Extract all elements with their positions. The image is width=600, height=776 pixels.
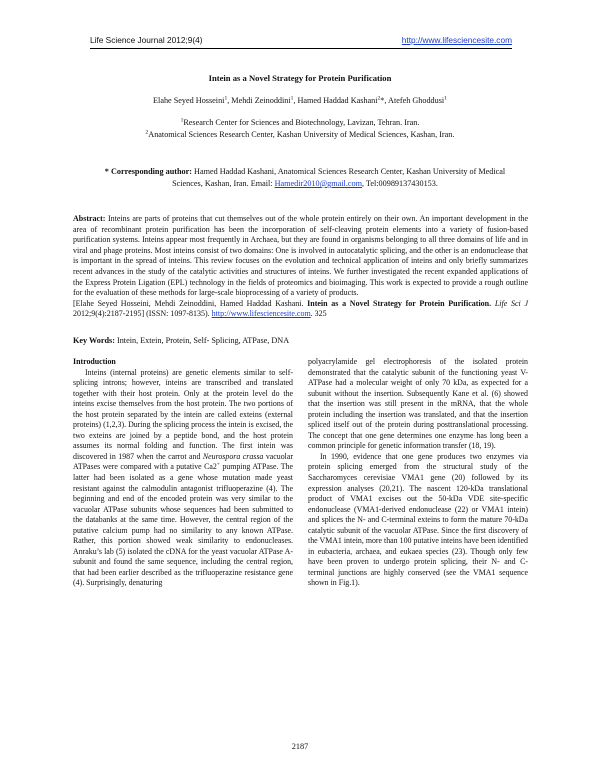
corresponding-author [100,166,510,190]
citation-details: 2012;9(4):2187-2195] (ISSN: 1097-8135). [73,309,212,319]
corresponding-text: Hamed Haddad Kashani, Anatomical Sciences Research Center, Kashan University of Medical Sciences, Kashan, Iran. Email: [172,167,506,188]
running-header [90,35,512,49]
citation-title: Intein as a Novel Strategy for Protein Purification. [307,298,492,308]
journal-url-link[interactable]: http://www.lifesciencesite.com [401,35,512,45]
author-affiliation-mark: 2 [377,95,381,102]
corresponding-tel: , Tel:00989137430153. [361,179,438,188]
author-affiliation-mark: 1 [444,95,447,102]
author-separator: , [293,96,298,105]
citation-end: . 325 [310,309,327,319]
intro-text: vacuolar ATPases were compared with a putative Ca2 [73,451,293,472]
author-name: Elahe Seyed Hosseini [153,96,225,105]
affiliation-number: 1 [180,117,184,124]
affiliation-2 [60,130,540,139]
author-list [60,96,540,105]
paper-title: Intein as a Novel Strategy for Protein Purification [208,73,392,83]
affiliation-text: Research Center for Sciences and Biotechnology, Lavizan, Tehran. Iran. [183,118,420,127]
author-name: Mehdi Zeinoddini [231,96,291,105]
author-separator: , [384,96,389,105]
affiliation-number: 2 [145,129,149,136]
intro-paragraph-2: polyacrylamide gel electrophoresis of the isolated protein demonstrated that the catalytic subunit of the functioning yeast V-ATPase had a molecular weight of only 70 kDa, as expected for a subunit without the insertion. Subsequently Kane et al. (6) showed that the insertion was still present in the mRNA, that the whole protein including the insertion was translated, and that the insertion spliced itself out of the protein during posttranslational processing. The concept that one gene determines one enzyme has long been a common principle for genetic information transfer (18, 19). [308,357,528,451]
intro-text: pumping ATPase. The latter had been isolated as a gene whose mutation made yeast resistant against the calmodulin antagonist trifluoperazine (4). The beginning and end of the encoded protein was very similar to the vacuolar ATPase subunits whose sequences had been submitted to the databanks at the same time. However, the central region of the putative calcium pump had no similarity to any known ATPase. Rather, this portion showed weak similarity to endonucleases. Anraku’s lab (5) isolated the cDNA for the yeast vacuolar ATPase A-subunit and found the same sequence, including the central region, that had been earlier described as the trifluoperazine resistance gene (4). Surprisingly, denaturing [73,462,293,588]
header-rule [90,48,512,49]
section-heading-introduction: Introduction [73,357,116,366]
journal-name: Life Science Journal 2012;9(4) [90,35,203,45]
author-name: Atefeh Ghoddusi [388,96,445,105]
intro-paragraph-1 [73,368,293,589]
keywords-text: Intein, Extein, Protein, Self- Splicing, ATPase, DNA [114,336,290,345]
intro-paragraph-3: In 1990, evidence that one gene produces two enzymes via protein splicing emerged from the structural study of the Saccharomyces cerevisiae VMA1 gene (20) followed by its expression analyses (20,21). The nascent 120-kDa translational product of VMA1 excises out the 50-kDa VDE site-specific endonuclease (VMA1-derived endonuclease (22) or VMA1 intein) and splices the N- and C-terminal exteins to form the mature 70-kDa catalytic subunit of the vacuolar ATPase. Since the first discovery of the VMA1 intein, more than 100 putative inteins have been identified in eubacteria, archaea, and eukaea species (23). Though only few have been proven to undergo protein splicing, their N- and C-terminal junctions are highly conserved (see the VMA1 sequence shown in Fig.1). [308,451,528,588]
superscript-charge: + [216,461,220,468]
right-column [308,357,528,589]
author-affiliation-mark: 1 [224,95,228,102]
citation-url-link[interactable]: http://www.lifesciencesite.com [211,309,311,319]
affiliation-text: Anatomical Sciences Research Center, Kashan University of Medical Sciences, Kashan, Iran. [148,130,455,139]
abstract-text: Inteins are parts of proteins that cut themselves out of the whole protein entirely on their own. An important development in the area of recombinant protein purification has been the incorporation of self-cleaving protein elements into a variety of fusion-based purification systems. Inteins appear most frequently in Archaea, but they are found in organisms belonging to all three domains of life and in viral and phage proteins. Most inteins consist of two domains: One is involved in autocatalytic splicing, and the other is an endonuclease that is important in the spread of inteins. This review focuses on the evolution and technical application of inteins and only briefly summarizes recent advances in the study of the catalytic activities and structures of inteins. We further investigated the recent expanded applications of the Express Protein Ligation (EPL) technology in the fields of proteomics and bioimaging. This work is expected to provide a rough outline for the evaluation of these methods for large-scale bioprocessing of a variety of products. [73,214,528,298]
intro-text: Inteins (internal proteins) are genetic elements similar to self-splicing introns; however, inteins are transcribed and translated together with their host protein. Only at the protein level do the inteins excise themselves from the host protein. The two portions of the host protein separated by the intein are called exteins (external proteins) (1,2,3). During the splicing process the intein is excised, the two exteins are joined by a peptide bond, and the host protein assumes its normal folding and function. The first intein was discovered in 1987 when the carrot and [73,367,293,461]
page-number: 2187 [291,742,309,751]
author-separator: , [227,96,232,105]
abstract-label: Abstract: [73,214,106,223]
abstract [73,214,528,320]
keywords [73,336,528,345]
author-affiliation-mark: 1 [290,95,294,102]
author-name: Hamed Haddad Kashani [297,96,378,105]
species-name: Neurospora crassa [202,451,264,461]
citation-prefix: [Elahe Seyed Hosseini, Mehdi Zeinoddini, Hamed Haddad Kashani. [73,298,308,308]
affiliation-1 [60,118,540,127]
corresponding-mark: * [380,96,385,105]
corresponding-label: * Corresponding author: [104,167,192,176]
email-link[interactable]: Hamedir2010@gmail.com [274,179,362,188]
citation-journal: Life Sci J [491,298,528,308]
keywords-label: Key Words: [73,336,115,345]
left-column [73,357,293,589]
